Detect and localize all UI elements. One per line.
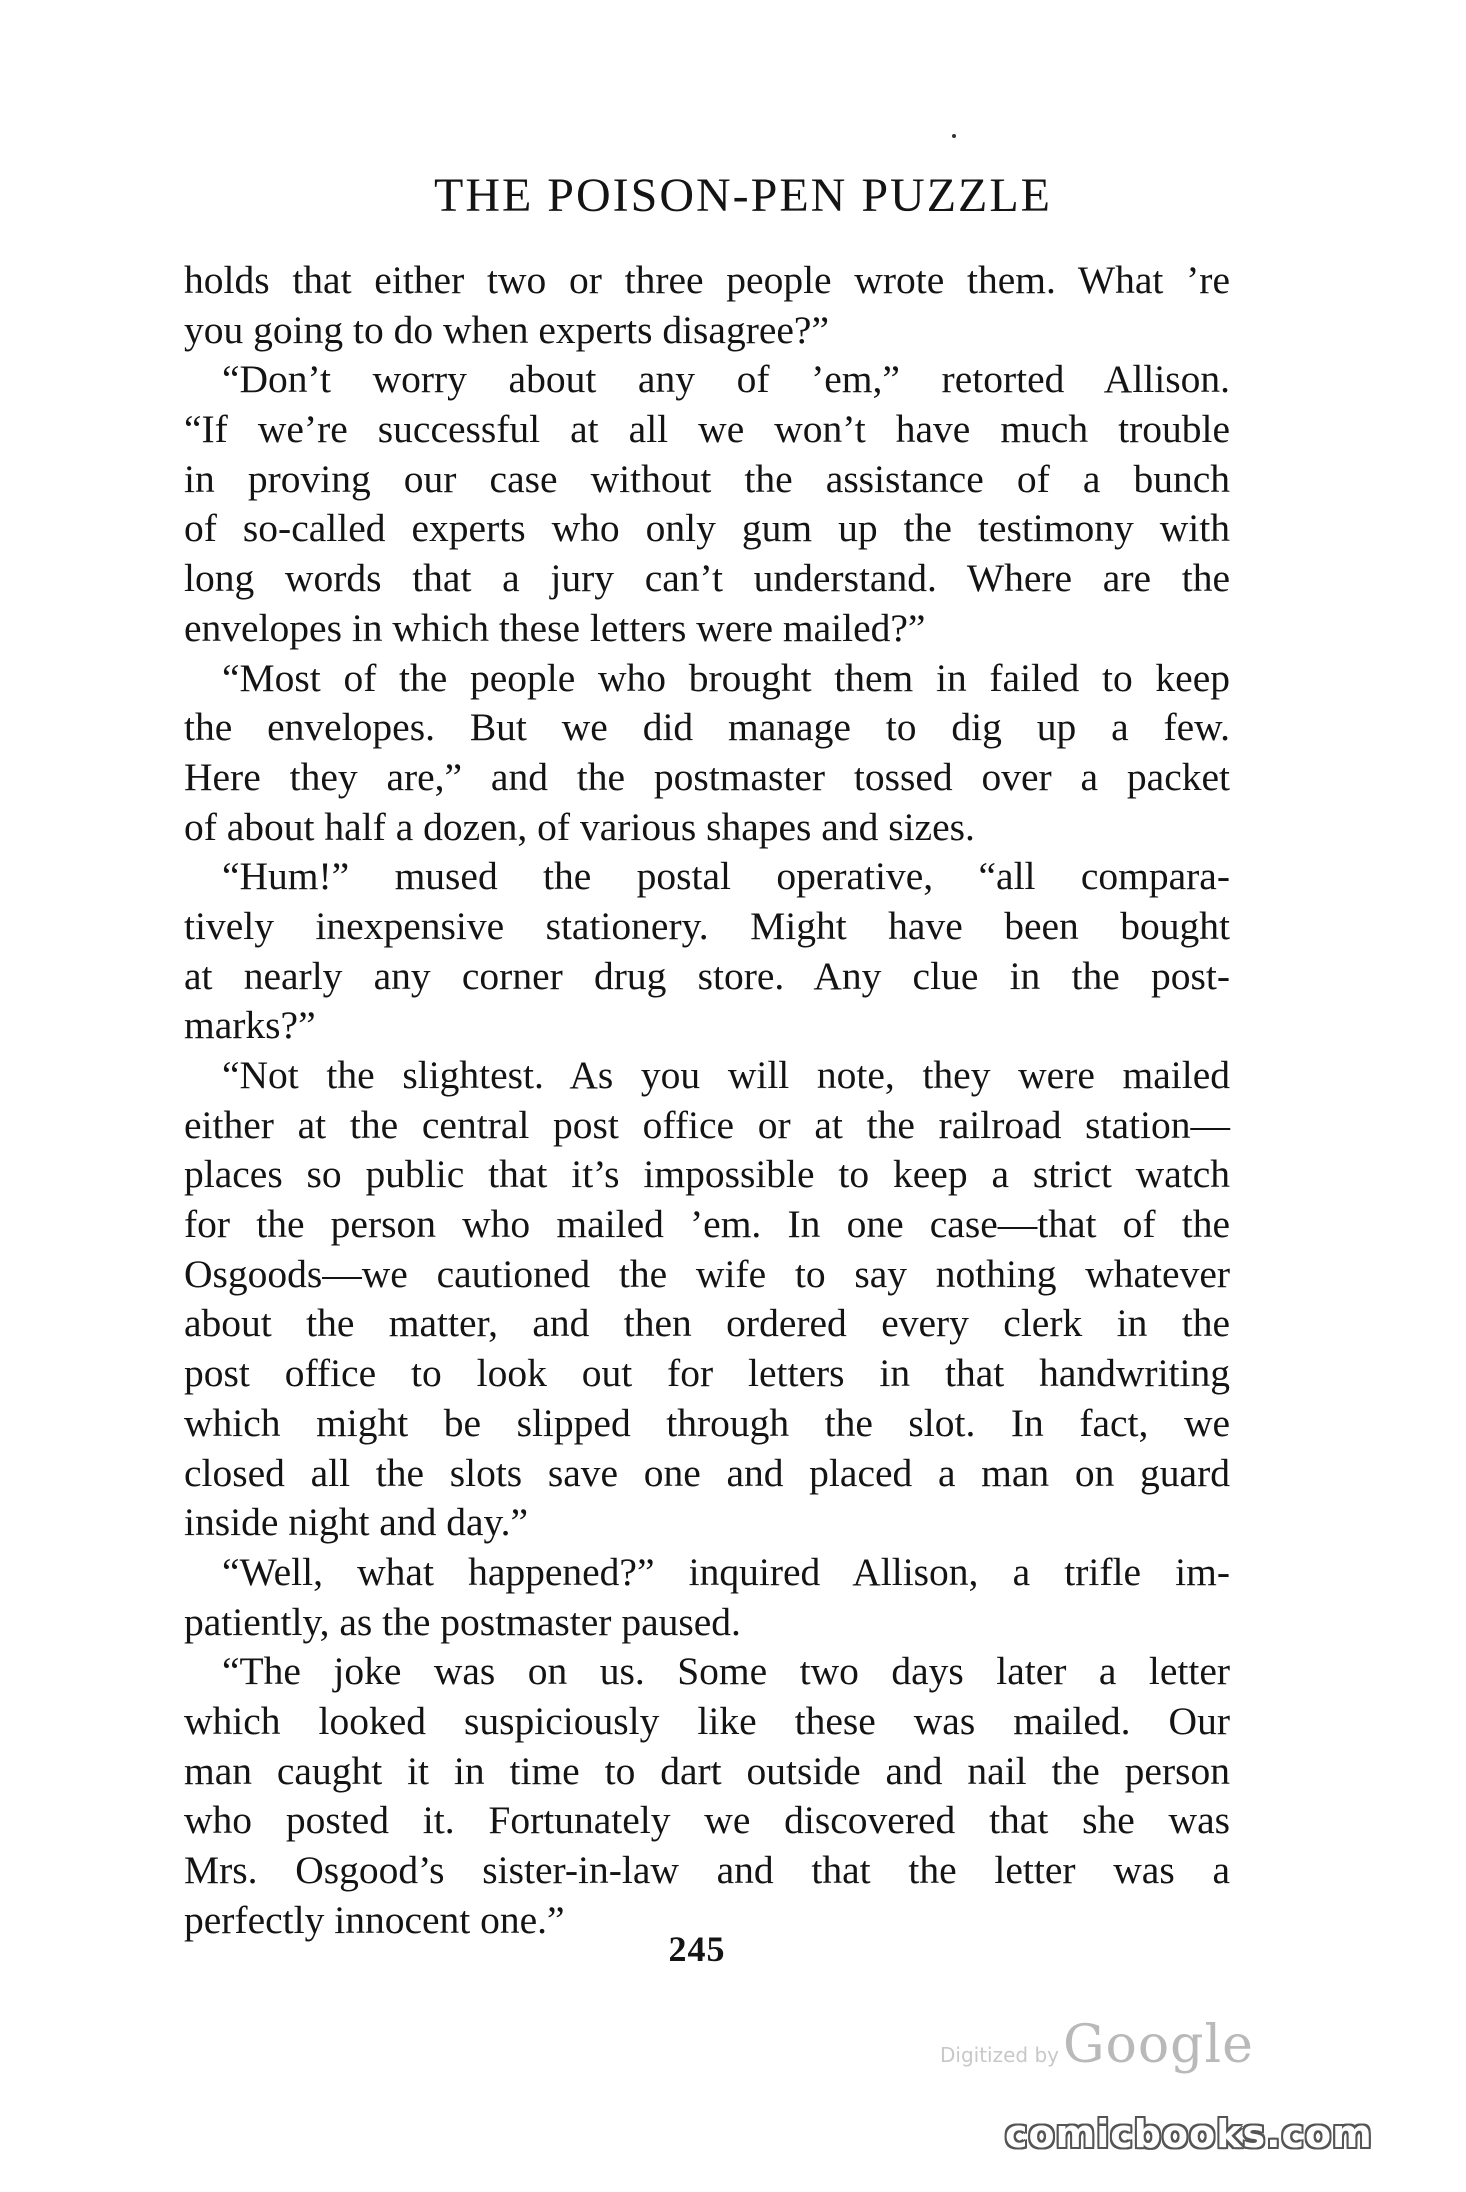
- ink-speck: [952, 134, 956, 138]
- text-line: of so-called experts who only gum up the testimony with: [184, 506, 1230, 551]
- text-line: Mrs. Osgood’s sister-in-law and that the letter was a: [184, 1848, 1230, 1892]
- running-head: THE POISON-PEN PUZZLE: [434, 169, 1052, 222]
- text-line: “The joke was on us. Some two days later a letter: [222, 1649, 1230, 1694]
- text-line: holds that either two or three people wrote them. What ’re: [184, 258, 1230, 302]
- text-line: for the person who mailed ’em. In one case—that of the: [184, 1202, 1230, 1247]
- digitized-by-label: Digitized by: [940, 2043, 1059, 2067]
- text-line: places so public that it’s impossible to keep a strict watch: [184, 1152, 1230, 1197]
- text-line: in proving our case without the assistance of a bunch: [184, 456, 1230, 501]
- body-text: [184, 256, 1230, 1945]
- page-number: 245: [668, 1929, 726, 1969]
- text-line: “Hum!” mused the postal operative, “all compara-: [222, 854, 1230, 899]
- text-line: the envelopes. But we did manage to dig up a few.: [184, 705, 1230, 750]
- text-line: either at the central post office or at the railroad station—: [184, 1102, 1230, 1147]
- text-line: envelopes in which these letters were mailed?”: [184, 605, 926, 650]
- text-line: Here they are,” and the postmaster tossed over a packet: [184, 754, 1230, 799]
- text-line: Osgoods—we cautioned the wife to say nothing whatever: [184, 1251, 1230, 1296]
- text-line: which might be slipped through the slot. In fact, we: [184, 1400, 1230, 1445]
- google-logo: Google: [1063, 2015, 1254, 2075]
- text-line: “Not the slightest. As you will note, they were mailed: [222, 1053, 1230, 1097]
- text-line: “Well, what happened?” inquired Allison, a trifle im-: [222, 1549, 1230, 1594]
- text-line: about the matter, and then ordered every clerk in the: [184, 1301, 1230, 1346]
- text-line: patiently, as the postmaster paused.: [184, 1599, 741, 1644]
- text-line: of about half a dozen, of various shapes and sizes.: [184, 804, 975, 849]
- text-line: closed all the slots save one and placed a man on guard: [184, 1450, 1230, 1495]
- text-line: which looked suspiciously like these was mailed. Our: [184, 1698, 1230, 1743]
- text-line: who posted it. Fortunately we discovered that she was: [184, 1798, 1230, 1843]
- text-line: “If we’re successful at all we won’t have much trouble: [184, 407, 1230, 452]
- text-line: perfectly innocent one.”: [184, 1897, 565, 1942]
- text-line: “Don’t worry about any of ’em,” retorted Allison.: [222, 357, 1230, 402]
- text-line: tively inexpensive stationery. Might have been bought: [184, 903, 1230, 948]
- text-line: man caught it in time to dart outside and nail the person: [184, 1748, 1230, 1793]
- text-line: long words that a jury can’t understand. Where are the: [184, 556, 1230, 601]
- text-line: inside night and day.”: [184, 1500, 529, 1545]
- google-watermark: [940, 2015, 1270, 2085]
- text-line: you going to do when experts disagree?”: [184, 307, 829, 352]
- site-watermark: comicbooks.com: [1005, 2112, 1373, 2156]
- text-line: post office to look out for letters in that handwriting: [184, 1351, 1230, 1396]
- text-line: at nearly any corner drug store. Any clue in the post-: [184, 953, 1230, 998]
- text-line: “Most of the people who brought them in failed to keep: [222, 655, 1230, 700]
- text-line: marks?”: [184, 1003, 316, 1048]
